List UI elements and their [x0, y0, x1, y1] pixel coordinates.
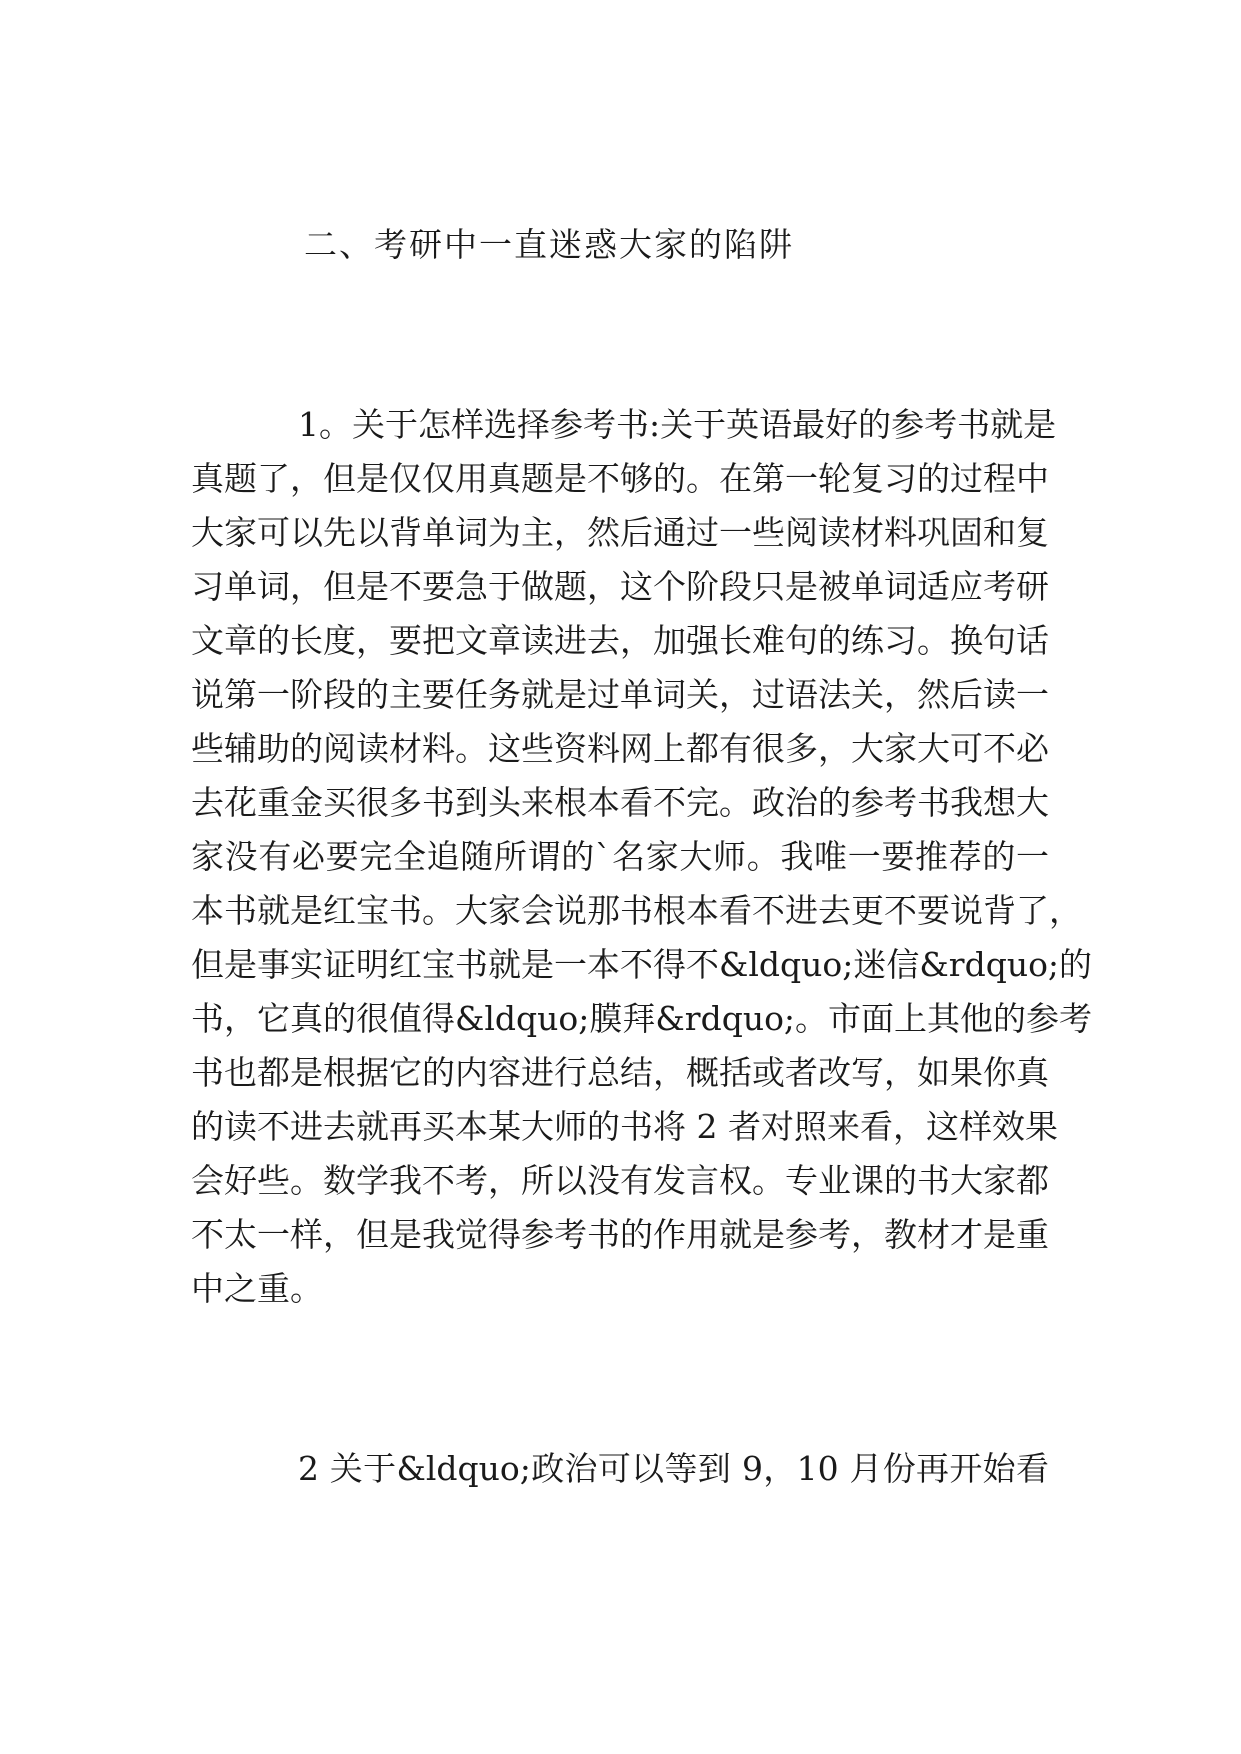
paragraph-line: 真题了，但是仅仅用真题是不够的。在第一轮复习的过程中	[191, 459, 1049, 498]
paragraph-line: 1。关于怎样选择参考书:关于英语最好的参考书就是	[298, 405, 1057, 444]
paragraph-line: 2 关于&ldquo;政治可以等到 9，10 月份再开始看	[298, 1449, 1049, 1488]
paragraph-line: 习单词，但是不要急于做题，这个阶段只是被单词适应考研	[191, 567, 1049, 606]
paragraph-line: 文章的长度，要把文章读进去，加强长难句的练习。换句话	[191, 621, 1049, 660]
paragraph-line: 不太一样，但是我觉得参考书的作用就是参考，教材才是重	[191, 1215, 1049, 1254]
paragraph-line: 家没有必要完全追随所谓的`名家大师。我唯一要推荐的一	[191, 837, 1049, 876]
paragraph-line: 本书就是红宝书。大家会说那书根本看不进去更不要说背了，	[191, 891, 1082, 930]
paragraph-line: 书也都是根据它的内容进行总结，概括或者改写，如果你真	[191, 1053, 1049, 1092]
paragraph-line: 大家可以先以背单词为主，然后通过一些阅读材料巩固和复	[191, 513, 1049, 552]
paragraph-line: 书，它真的很值得&ldquo;膜拜&rdquo;。市面上其他的参考	[191, 999, 1093, 1038]
paragraph-line: 中之重。	[191, 1269, 323, 1308]
paragraph-line: 去花重金买很多书到头来根本看不完。政治的参考书我想大	[191, 783, 1049, 822]
paragraph-line: 但是事实证明红宝书就是一本不得不&ldquo;迷信&rdquo;的	[191, 945, 1093, 984]
section-heading: 二、考研中一直迷惑大家的陷阱	[304, 225, 794, 264]
paragraph-line: 说第一阶段的主要任务就是过单词关，过语法关，然后读一	[191, 675, 1049, 714]
paragraph-line: 的读不进去就再买本某大师的书将 2 者对照来看，这样效果	[191, 1107, 1058, 1146]
paragraph-line: 会好些。数学我不考，所以没有发言权。专业课的书大家都	[191, 1161, 1049, 1200]
paragraph-line: 些辅助的阅读材料。这些资料网上都有很多，大家大可不必	[191, 729, 1049, 768]
